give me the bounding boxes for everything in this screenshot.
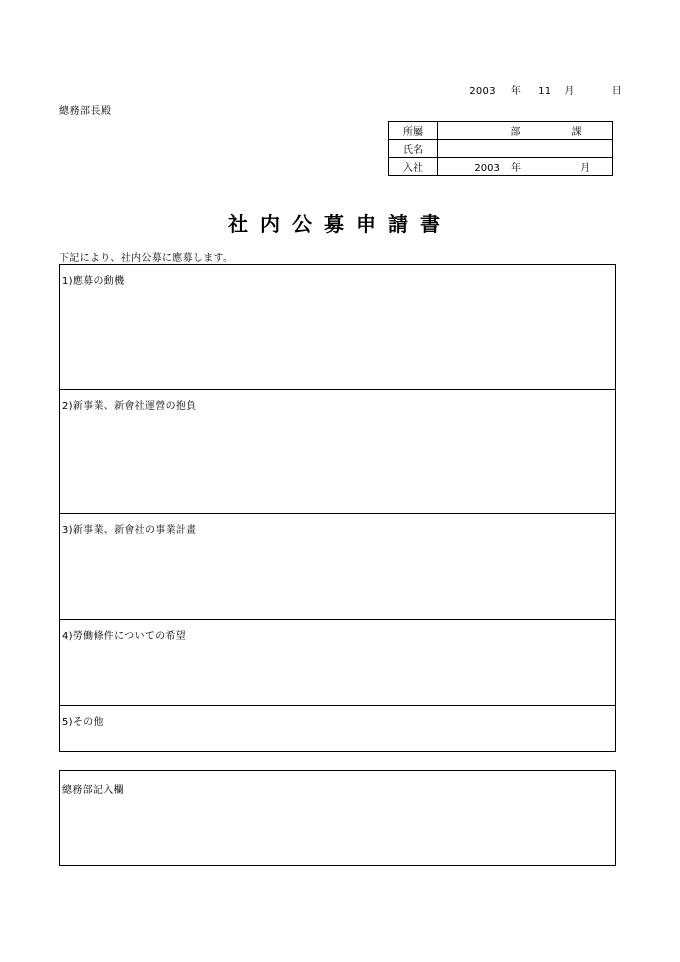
section-aspirations[interactable]: [60, 389, 615, 513]
addressee: 總務部長殿: [59, 106, 112, 117]
section-label: 2)新事業、新會社運營の抱負: [62, 401, 197, 412]
applicant-info-table: [388, 121, 613, 176]
joined-row: [389, 158, 613, 176]
joined-year: 2003: [474, 163, 500, 174]
section-motivation[interactable]: [60, 265, 615, 389]
intro-text: 下記により、社内公募に應募します。: [59, 253, 234, 264]
affiliation-label: 所屬: [389, 122, 438, 140]
section-label: 4)勞働條件についての希望: [62, 631, 186, 642]
date-year-unit: 年: [510, 86, 522, 97]
joined-year-unit: 年: [511, 163, 521, 174]
date-month: 11: [538, 86, 552, 97]
section-working-conditions[interactable]: [60, 619, 615, 705]
section-label: 1)應募の動機: [62, 276, 125, 287]
admin-use-box[interactable]: [59, 770, 616, 866]
name-row: [389, 140, 613, 158]
date-month-unit: 月: [564, 86, 575, 97]
joined-field[interactable]: [438, 158, 613, 176]
affiliation-row: [389, 122, 613, 140]
admin-box-label: 總務部記入欄: [62, 785, 124, 796]
section-label: 3)新事業、新會社の事業計畫: [62, 525, 197, 536]
department-unit: 部: [510, 127, 521, 138]
section-other[interactable]: [60, 705, 615, 751]
page-title: 社内公募申請書: [228, 212, 452, 236]
date-day-unit: 日: [611, 86, 622, 97]
section-business-plan[interactable]: [60, 513, 615, 619]
section-unit: 課: [571, 127, 582, 138]
submission-date: [0, 82, 622, 97]
name-label: 氏名: [389, 140, 438, 158]
date-year: 2003: [469, 86, 496, 97]
application-form: [59, 264, 616, 752]
joined-label: 入社: [389, 158, 438, 176]
name-field[interactable]: [438, 140, 613, 158]
joined-month-unit: 月: [580, 163, 591, 174]
section-label: 5)その他: [62, 717, 104, 728]
affiliation-field[interactable]: [438, 122, 613, 140]
